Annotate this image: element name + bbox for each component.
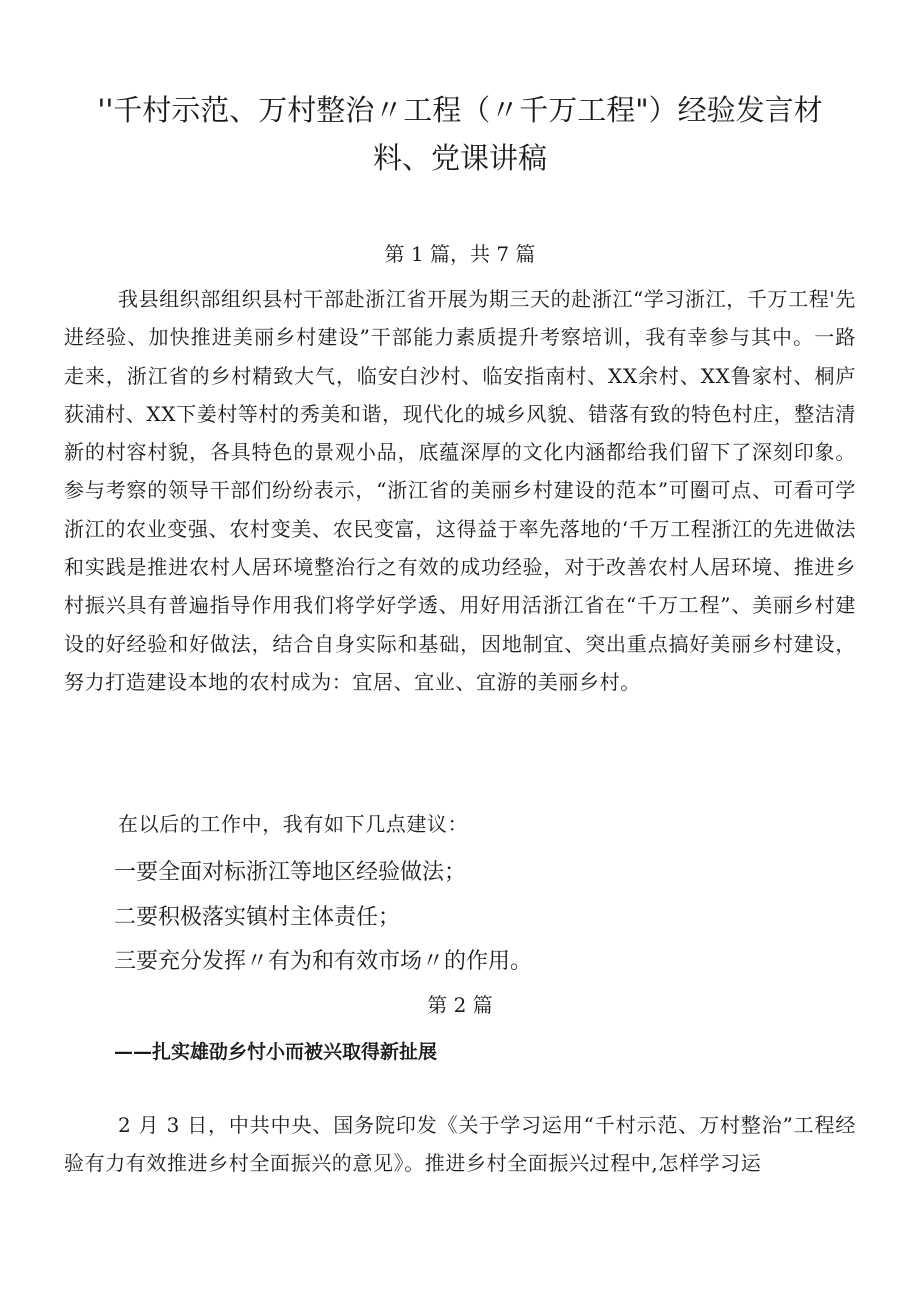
title-line-1: ''千村示范、万村整治〃工程（〃千万工程"）经验发言材 <box>97 93 823 127</box>
part-1-label: 第 1 篇，共 7 篇 <box>384 242 536 266</box>
suggestion-1: 一要全面对标浙江等地区经验做法； <box>114 860 467 885</box>
paragraph-3: 2 月 3 日，中共中央、国务院印发《关于学习运用“千村示范、万村整治”工程经验有力有效推进乡村全面振兴的意见》。推进乡村全面振兴过程中,怎样学习运 <box>64 1113 856 1176</box>
paragraph-2: 在以后的工作中，我有如下几点建议： <box>118 812 469 836</box>
part-2-subtitle: ——扎实雄劭乡忖小而被兴取得新扯展 <box>114 1041 438 1063</box>
suggestion-2: 二要积极落实镇村主体责任； <box>114 905 401 930</box>
document-title <box>60 86 860 182</box>
suggestion-3: 三要充分发挥〃有为和有效市场〃的作用。 <box>114 949 533 974</box>
paragraph-1: 我县组织部组织县村干部赴浙江省开展为期三天的赴浙江“学习浙江，千万工程'先进经验、加快推进美丽乡村建设”干部能力素质提升考察培训，我有幸参与其中。一路走来，浙江省的乡村精致大气，临安白沙村、临安指南村、XX余村、XX鲁家村、桐庐荻浦村、XX下姜村等村的秀美和谐，现代化的城乡风貌、错落有致的特色村庄，整洁清新的村容村貌，各具特色的景观小品，底蕴深厚的文化内涵都给我们留下了深刻印象。参与考察的领导干部们纷纷表示，“浙江省的美丽乡村建设的范本”可圈可点、可看可学浙江的农业变强、农村变美、农民变富，这得益于率先落地的‘千万工程浙江的先进做法和实践是推进农村人居环境整治行之有效的成功经验，对于改善农村人居环境、推进乡村振兴具有普遍指导作用我们将学好学透、用好用活浙江省在“千万工程”、美丽乡村建设的好经验和好做法，结合自身实际和基础，因地制宜、突出重点搞好美丽乡村建设，努力打造建设本地的农村成为：宜居、宜业、宜游的美丽乡村。 <box>64 287 856 694</box>
part-2-label: 第 2 篇 <box>427 993 493 1017</box>
title-line-2: 料、党课讲稿 <box>372 141 547 175</box>
